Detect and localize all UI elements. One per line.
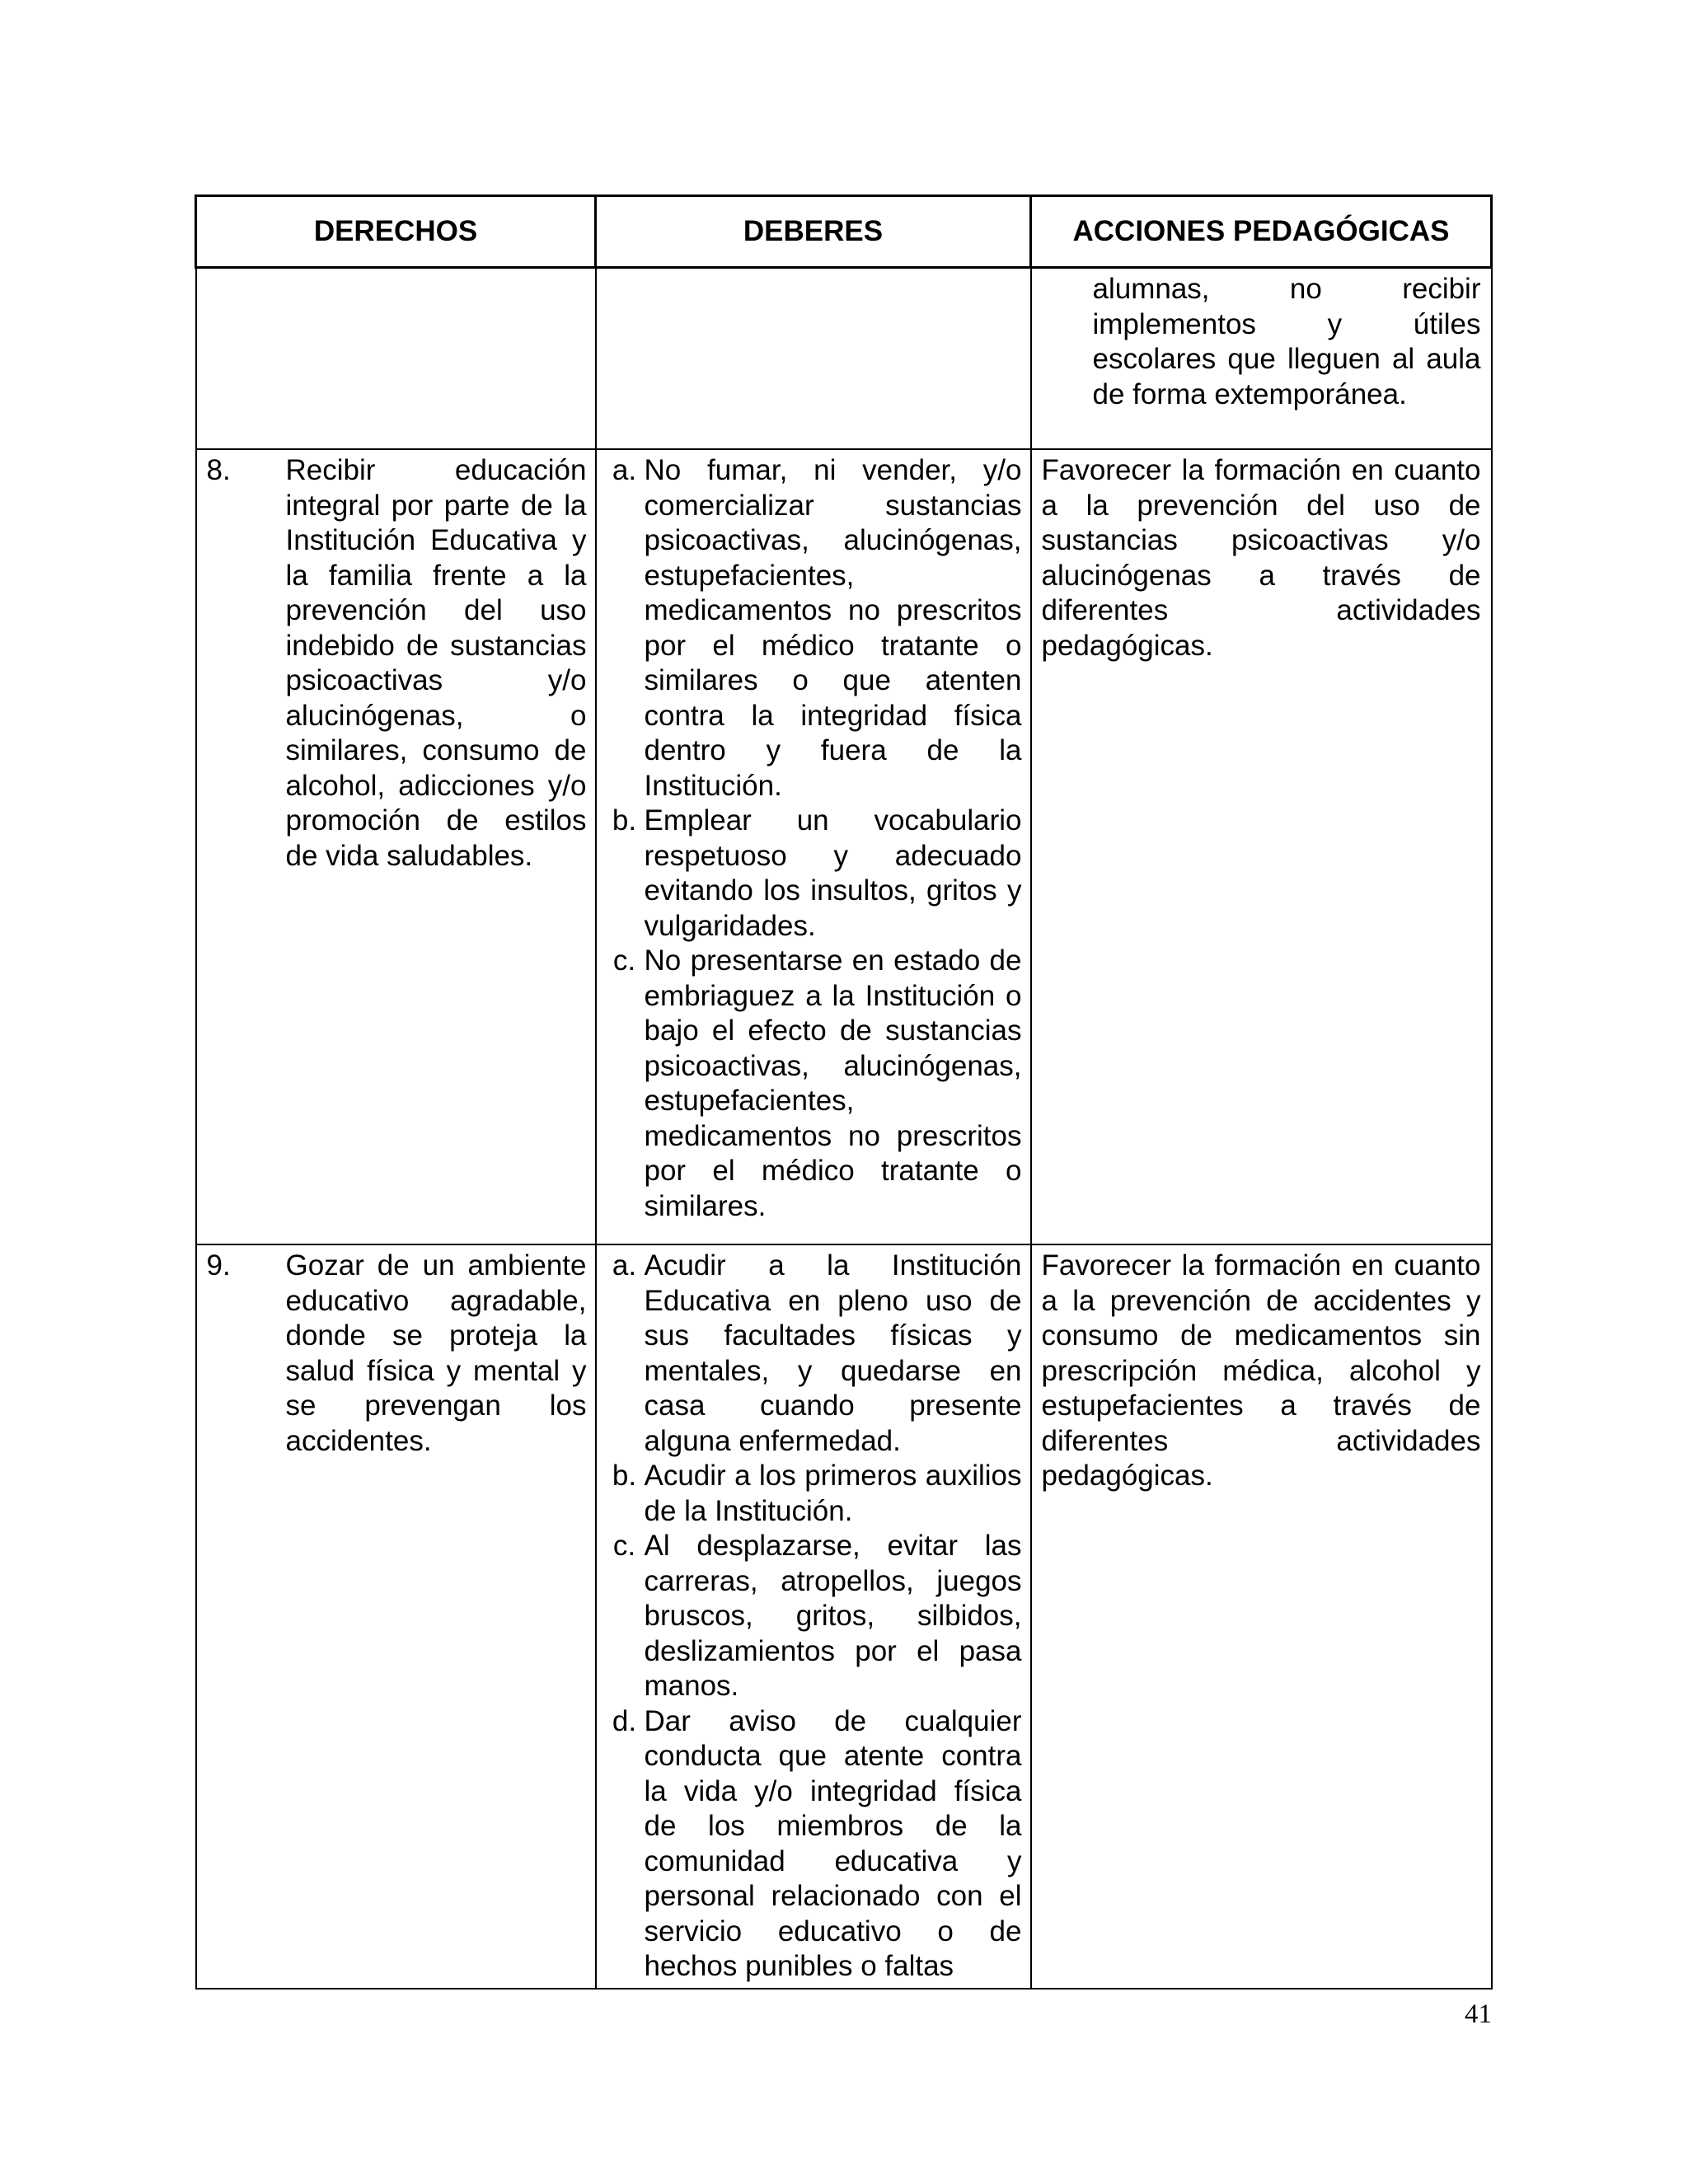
deber-text: No presentarse en estado de embriaguez a la Institución o bajo el efecto de sustancias psicoactivas, alucinógenas, estupefacientes, medicamentos no prescritos por el médico tratante o similares. [644, 944, 1022, 1222]
acciones-text-8: Favorecer la formación en cuanto a la prevención del uso de sustancias psicoactivas y/o alucinógenas a través de diferentes actividades pedagógicas. [1041, 454, 1481, 662]
list-item [605, 1704, 1022, 1985]
deberes-list-8 [605, 453, 1022, 1224]
cell-acciones-8 [1031, 449, 1492, 1244]
deber-text: No fumar, ni vender, y/o comercializar sustancias psicoactivas, alucinógenas, estupefacientes, medicamentos no prescritos por el médico tratante o similares o que atenten contra la integridad física dentro y fuera de la Institución. [644, 454, 1022, 802]
row-number-9: 9. [206, 1249, 231, 1282]
deber-text: Acudir a los primeros auxilios de la Institución. [644, 1460, 1022, 1527]
deber-letter: b. [612, 804, 637, 837]
table-row-continuation [196, 268, 1492, 450]
deber-text: Dar aviso de cualquier conducta que atente contra la vida y/o integridad física de los miembros de la comunidad educativa y personal relacionado con el servicio educativo o de hechos punibles o faltas [644, 1704, 1022, 1982]
header-acciones: ACCIONES PEDAGÓGICAS [1031, 196, 1492, 268]
deberes-list-9 [605, 1249, 1022, 1985]
deber-text: Al desplazarse, evitar las carreras, atropellos, juegos bruscos, gritos, silbidos, deslizamientos por el pasa manos. [644, 1530, 1022, 1702]
list-item [605, 1459, 1022, 1529]
list-item [605, 944, 1022, 1224]
table-row-9 [196, 1244, 1492, 1989]
deber-letter: a. [612, 454, 637, 486]
list-item [605, 1529, 1022, 1704]
deber-letter: a. [612, 1249, 637, 1282]
deber-letter: b. [612, 1460, 637, 1492]
cell-acciones-continuation [1031, 268, 1492, 450]
header-derechos: DERECHOS [196, 196, 596, 268]
rights-duties-table [195, 194, 1493, 1990]
derecho-text-8: Recibir educación integral por parte de la Institución Educativa y la familia frente a la prevención del uso indebido de sustancias psicoactivas y/o alucinógenas, o similares, consumo de alcohol, adicciones y/o promoción de estilos de vida saludables. [285, 454, 587, 872]
acciones-continuation-text: alumnas, no recibir implementos y útiles escolares que lleguen al aula de forma extemporánea. [1092, 273, 1481, 410]
deber-letter: c. [612, 944, 636, 977]
cell-acciones-9 [1031, 1244, 1492, 1989]
table-header-row [196, 196, 1492, 268]
table-row-8 [196, 449, 1492, 1244]
list-item [605, 804, 1022, 944]
page-number: 41 [1465, 1999, 1492, 2029]
deber-text: Emplear un vocabulario respetuoso y adecuado evitando los insultos, gritos y vulgaridades. [644, 804, 1022, 942]
header-deberes: DEBERES [596, 196, 1031, 268]
cell-derecho-empty [196, 268, 596, 450]
deber-text: Acudir a la Institución Educativa en pleno uso de sus facultades físicas y mentales, y quedarse en casa cuando presente alguna enfermedad. [644, 1249, 1022, 1457]
deber-letter: d. [612, 1704, 637, 1737]
deber-letter: c. [612, 1530, 636, 1562]
list-item [605, 1249, 1022, 1459]
cell-derecho-9 [196, 1244, 596, 1989]
cell-deberes-9 [596, 1244, 1031, 1989]
row-number-8: 8. [206, 454, 231, 486]
cell-deberes-8 [596, 449, 1031, 1244]
cell-derecho-8 [196, 449, 596, 1244]
derecho-text-9: Gozar de un ambiente educativo agradable, donde se proteja la salud física y mental y se prevengan los accidentes. [285, 1249, 587, 1457]
cell-deberes-empty [596, 268, 1031, 450]
list-item [605, 453, 1022, 804]
acciones-text-9: Favorecer la formación en cuanto a la prevención de accidentes y consumo de medicamentos sin prescripción médica, alcohol y estupefacientes a través de diferentes actividades pedagógicas. [1041, 1249, 1481, 1492]
